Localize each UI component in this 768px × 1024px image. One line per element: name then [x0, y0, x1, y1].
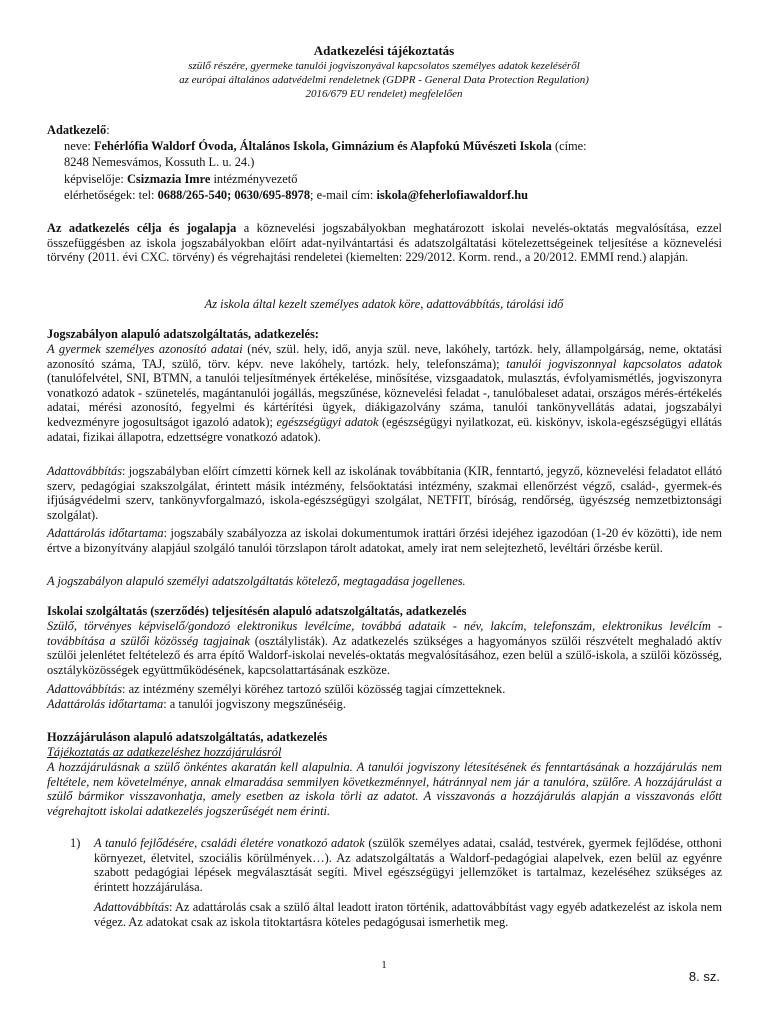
section1-retention-paragraph: Adattárolás időtartama: jogszabály szabályozza az iskolai dokumentumok irattári őrzési idejéhez igazodóan (1-20 év közötti), ide nem értve a bizonyítvány alapjául szolgáló tanulói törzslapon tárolt adatokat, amely irat nem selejtezhető, levéltári őrzésbe kerül.: [47, 526, 722, 555]
section1-data-paragraph: A gyermek személyes azonosító adatai (név, szül. hely, idő, anyja szül. neve, lakóhely, tartózk. hely, állampolgárság, neme, oktatási azonosító száma, TAJ, szülő, törv. képv. neve lakóhely, tartózk. hely, telefonszáma); tanulói jogviszonnyal kapcsolatos adatok (tanulófelvétel, SNI, BTMN, a tanulói teljesítmények értékelése, minősítése, vizsgaadatok, mulasztás, évfolyamismétlés, jogviszonyra vonatkozó adatok - szünetelés, magántanulói jogállás, megszűnése, köznevelési feladat -, tanulóbaleset adatai, országos mérés-értékelés adatai, mérési azonosító, fegyelmi és kártérítési ügyek, diákigazolvány száma, tanulói tankönyvellátás adatai, jogszabályi kedvezményre jogosultságot igazoló adatok); egészségügyi adatok (egészségügyi nyilatkozat, eü. kiskönyv, iskola-egészségügyi ellátás adatai, fizikai állapotra, edzettségre vonatkozó adatok).: [47, 342, 723, 444]
section2-heading: Iskolai szolgáltatás (szerződés) teljesítésén alapuló adatszolgáltatás, adatkezelés: [47, 604, 467, 618]
document-title: Adatkezelési tájékoztatás: [313, 43, 455, 58]
section1-heading: Jogszabályon alapuló adatszolgáltatás, adatkezelés:: [47, 327, 319, 341]
section3-subheading: Tájékoztatás az adatkezeléshez hozzájárulásról: [47, 745, 282, 759]
subtitle-line-1: szülő részére, gyermeke tanulói jogviszonyával kapcsolatos személyes adatok kezeléséről: [188, 60, 580, 72]
controller-contacts: elérhetőségek: tel: 0688/265-540; 0630/695-8978; e-mail cím: iskola@feherlofiawaldorf.hu: [64, 188, 529, 202]
section2-transfer-paragraph: Adattovábbítás: az intézmény személyi köréhez tartozó szülői közösség tagjai címzetteknek.: [47, 682, 506, 696]
section1-transfer-paragraph: Adattovábbítás: jogszabályban előírt címzetti körnek kell az iskolának továbbítania (KIR, fenntartó, jegyző, köznevelési feladatot ellátó szerv, pedagógiai szakszolgálat, érintett másik intézmény, felsőoktatási intézmény, szakmai ellenőrzést végző, család-, gyermek-és ifjúságvédelmi szerv, tankönyvforgalmazó, iskola-egészségügyi szolgálat, NETFIT, bíróság, rendőrség, ügyészség nemzetbiztonsági szolgálat).: [47, 464, 722, 522]
section3-heading: Hozzájáruláson alapuló adatszolgáltatás, adatkezelés: [47, 730, 328, 744]
list-item-family-data: A tanuló fejlődésére, családi életére vonatkozó adatok (szülők személyes adatai, család, testvérek, gyermek fejlődése, otthoni környezet, életvitel, szociális körülmények…). Az adatszolgáltatás a Waldorf-pedagógiai alapelvek, ezen belül az egyénre szabott pedagógiai lépések megválasztását segíti. Mivel egészségügyi jellemzőket is tartalmaz, kezeléséhez szükséges az érintett hozzájárulása.: [94, 836, 722, 894]
section2-data-paragraph: Szülő, törvényes képviselő/gondozó elektronikus levélcíme, továbbá adataik - név, lakcím, telefonszám, elektronikus levélcím - továbbítása a szülői közösség tagjainak (osztálylisták). Az adatkezelés szükséges a hagyományos szülői részvételt meghaladó aktív szülői jelenlétet feltételező és arra építő Waldorf-iskolai nevelés-oktatás megvalósításához, ezen belül a szülő-iskola, a szülői közösség, osztályközösségek együttműködésének, kapcsolattartásának eszköze.: [47, 619, 722, 677]
document-tag: 8. sz.: [688, 969, 720, 984]
controller-name-line: neve: Fehérlófia Waldorf Óvoda, Általános Iskola, Gimnázium és Alapfokú Művészeti Iskola (címe:: [64, 139, 587, 153]
controller-representative: képviselője: Csizmazia Imre intézményvezető: [64, 172, 298, 186]
phone-numbers: 0688/265-540; 0630/695-8978: [157, 188, 311, 202]
controller-heading: Adatkezelő:: [47, 123, 110, 137]
list-item-number: 1): [70, 836, 81, 850]
section1-mandatory-note: A jogszabályon alapuló személyi adatszolgáltatás kötelező, megtagadása jogellenes.: [47, 574, 466, 588]
section3-consent-paragraph: A hozzájárulásnak a szülő önkéntes akaratán kell alapulnia. A tanulói jogviszony létesítésének és fenntartásának a hozzájárulás nem feltétele, nem követelménye, annak elmaradása semmilyen következménnyel, hátránnyal nem jár a tanulóra, szülőre. A hozzájárulást a szülő bármikor visszavonhatja, amely esetben az iskola törli az adatot. A visszavonás a hozzájárulás alapján a visszavonás előtt végrehajtott iskolai adatkezelés jogszerűségét nem érinti.: [47, 760, 722, 818]
list-item-transfer: Adattovábbítás: Az adattárolás csak a szülő által leadott iraton történik, adattovábbítást vagy egyéb adatkezelést az iskola nem végez. Az adatokat csak az iskola titoktartásra köteles pedagógusai ismerhetik meg.: [94, 900, 722, 929]
scope-heading: Az iskola által kezelt személyes adatok köre, adattovábbítás, tárolási idő: [204, 297, 564, 311]
subtitle-line-3: 2016/679 EU rendelet) megfelelően: [305, 88, 463, 100]
section2-retention-paragraph: Adattárolás időtartama: a tanulói jogviszony megszűnéséig.: [47, 697, 346, 711]
page-number: 1: [381, 959, 387, 971]
controller-address: 8248 Nemesvámos, Kossuth L. u. 24.): [64, 155, 255, 169]
controller-name: Fehérlófia Waldorf Óvoda, Általános Iskola, Gimnázium és Alapfokú Művészeti Iskola: [93, 139, 552, 153]
purpose-paragraph: Az adatkezelés célja és jogalapja a köznevelési jogszabályokban meghatározott iskolai nevelés-oktatás megvalósítása, ezzel összefüggésben az iskola jogszabályokban előírt adat-nyilvántartási és adatszolgáltatási kötelezettségeinek teljesítése a köznevelési törvény (2011. évi CXC. törvény) és végrehajtási rendeletei (kiemelten: 229/2012. Korm. rend., a 20/2012. EMMI rend.) alapján.: [47, 221, 722, 265]
subtitle-line-2: az európai általános adatvédelmi rendeletnek (GDPR - General Data Protection Regulation): [179, 74, 589, 86]
email-address: iskola@feherlofiawaldorf.hu: [376, 188, 529, 202]
